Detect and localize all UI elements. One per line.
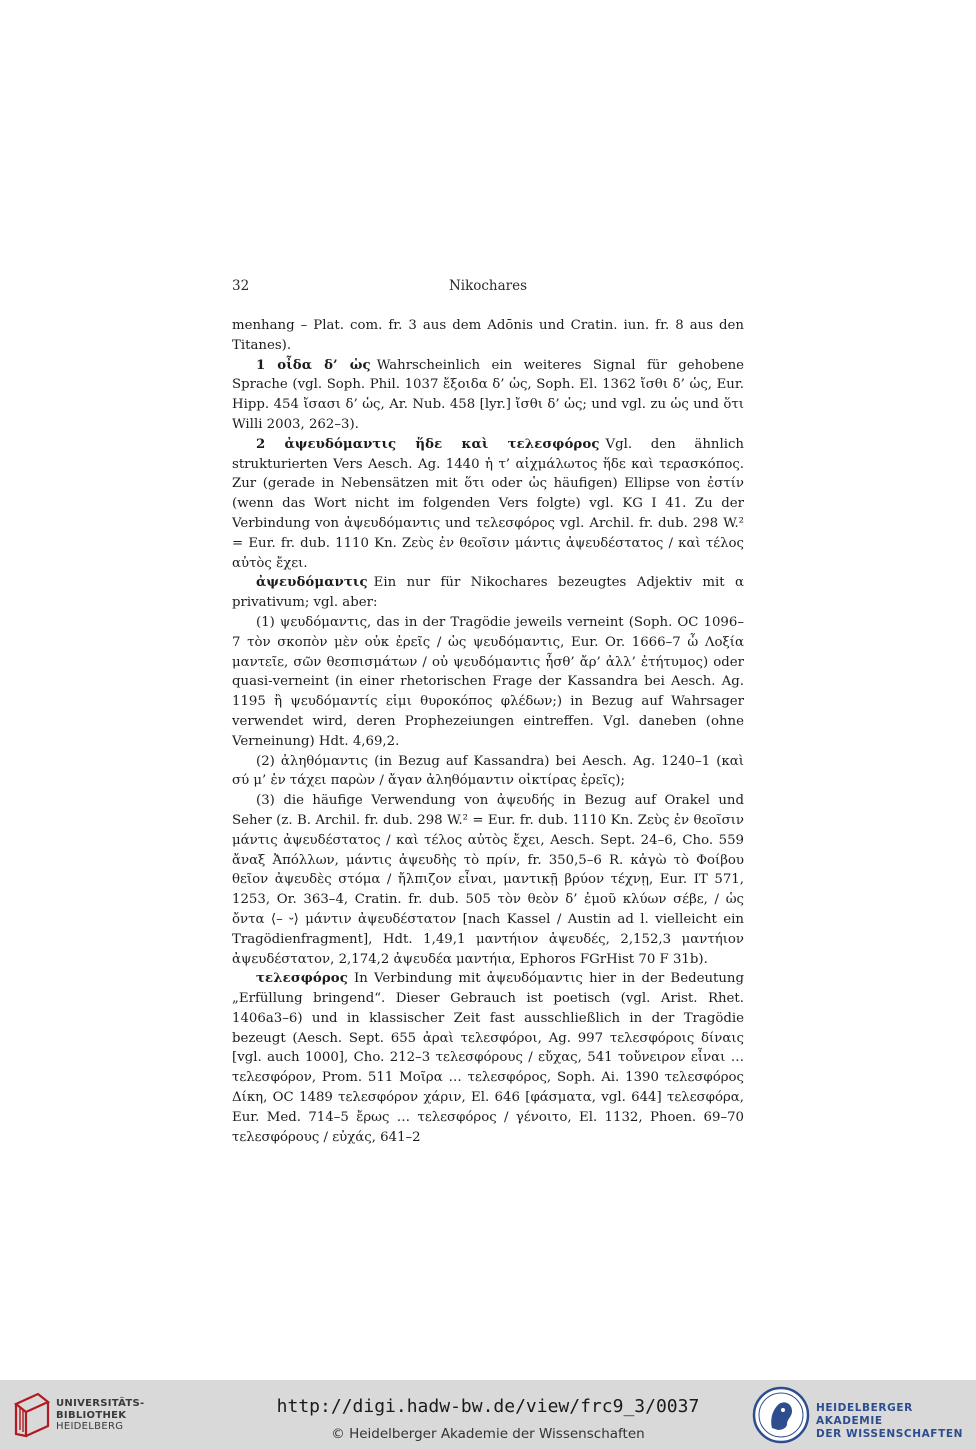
copyright-notice: © Heidelberger Akademie der Wissenschaften: [331, 1426, 645, 1442]
page-number: 32: [232, 278, 250, 294]
lemma-paragraph-3: [232, 573, 744, 613]
lemma-telesphoros: τελεσφόρος: [256, 971, 348, 987]
lemma-paragraph-1: [232, 356, 744, 435]
library-logo-text: UNIVERSITÄTS- BIBLIOTHEK HEIDELBERG: [56, 1398, 145, 1432]
lemma-verse-2: 2 ἀψευδόμαντις ἥδε καὶ τελεσφόρος: [256, 436, 600, 452]
page-header: [232, 278, 744, 298]
lemma-apseudomantis: ἀψευδόμαντις: [256, 575, 368, 591]
academy-logo[interactable]: [752, 1386, 972, 1444]
paragraph-continuation: menhang – Plat. com. fr. 3 aus dem Adōnis und Cratin. iun. fr. 8 aus den Titanes).: [232, 318, 744, 353]
lemma-text: Ein nur für Nikochares bezeugtes Adjektiv mit α privativum; vgl. aber:: [232, 575, 744, 611]
lemma-paragraph-2: [232, 435, 744, 574]
lemma-text: In Verbindung mit ἀψευδόμαντις hier in der Bedeutung „Erfüllung bringend“. Dieser Gebrauch ist poetisch (vgl. Arist. Rhet. 1406a3–6) und in klassischer Zeit fast ausschließlich in der Tragödie bezeugt (Aesch. Sept. 655 ἀραὶ τελεσφόροι, Ag. 997 τελεσφόροις δίναις [vgl. auch 1000], Cho. 212–3 τελεσφόρους / εὔχας, 541 τοὔνειρον εἶναι … τελεσφόρον, Prom. 511 Μοῖρα … τελεσφόρος, Soph. Ai. 1390 τελεσφόρος Δίκη, OC 1489 τελεσφόρον χάριν, El. 646 [φάσματα, vgl. 644] τελεσφόρα, Eur. Med. 714–5 ἔρως … τελεσφόρος / γένοιτο, El. 1132, Phoen. 69–70 τελεσφόρους / εὐχάς, 641–2: [232, 971, 744, 1145]
lemma-oida: 1 οἶδα δ’ ὡς: [256, 357, 371, 373]
lemma-text: Vgl. den ähnlich strukturierten Vers Aesch. Ag. 1440 ἡ τ’ αἰχμάλωτος ἥδε καὶ τερασκόπος. Zur (gerade in Nebensätzen mit ὅτι oder ὡς häufigen) Ellipse von ἐστίν (wenn das Wort nicht im folgenden Vers folgte) vgl. KG I 41. Zu der Verbindung von ἀψευδόμαντις und τελεσφόρος vgl. Archil. fr. dub. 298 W.² = Eur. fr. dub. 1110 Kn. Ζεὺς ἐν θεοῖσιν μάντις ἀψευδέστατος / καὶ τέλος αὐτὸς ἔχει.: [232, 436, 744, 571]
academy-logo-text: HEIDELBERGER AKADEMIE DER WISSENSCHAFTEN: [816, 1402, 964, 1440]
list-item-2: (2) ἀληθόμαντις (in Bezug auf Kassandra) bei Aesch. Ag. 1240–1 (καὶ σύ μ’ ἐν τάχει παρὼν / ἄγαν ἀληθόμαντιν οἰκτίρας ἐρεῖς);: [232, 753, 744, 789]
lemma-text: Wahrscheinlich ein weiteres Signal für gehobene Sprache (vgl. Soph. Phil. 1037 ἔξοιδα δ’ ὡς, Soph. El. 1362 ἴσθι δ’ ὡς, Eur. Hipp. 454 ἴσασι δ’ ὡς, Ar. Nub. 458 [lyr.] ἴσθι δ’ ὡς; und vgl. zu ὡς und ὅτι Willi 2003, 262–3).: [232, 357, 745, 432]
list-item-1: (1) ψευδόμαντις, das in der Tragödie jeweils verneint (Soph. OC 1096–7 τὸν σκοπὸν μὲν οὐκ ἐρεῖς / ὡς ψευδόμαντις, Eur. Or. 1666–7 ὦ Λοξία μαντεῖε, σῶν θεσπισμάτων / οὐ ψευδόμαντις ἦσθ’ ἄρ’ ἀλλ’ ἐτήτυμος) oder quasi-verneint (in einer rhetorischen Frage der Kassandra bei Aesch. Ag. 1195 ἢ ψευδόμαντίς εἰμι θυροκόπος φλέδων;) in Bezug auf Wahrsager verwendet wird, deren Prophezeiungen eintreffen. Vgl. daneben (ohne Verneinung) Hdt. 4,69,2.: [232, 614, 744, 749]
running-head: Nikochares: [448, 278, 528, 294]
permalink-url[interactable]: http://digi.hadw-bw.de/view/frc9_3/0037: [276, 1396, 700, 1417]
list-item-3: (3) die häufige Verwendung von ἀψευδής in Bezug auf Orakel und Seher (z. B. Archil. fr. dub. 298 W.² = Eur. fr. dub. 1110 Kn. Ζεὺς ἐν θεοῖσιν μάντις ἀψευδέστατος / καὶ τέλος αὐτὸς ἔχει, Aesch. Sept. 24–6, Cho. 559 ἄναξ Ἀπόλλων, μάντις ἀψευδὴς τὸ πρίν, fr. 350,5–6 R. κἀγὼ τὸ Φοίβου θεῖον ἀψευδὲς στόμα / ἤλπιζον εἶναι, μαντικῇ βρύον τέχνῃ, Eur. IT 571, 1253, Or. 363–4, Cratin. fr. dub. 505 τὸν θεὸν δ’ ἐμοῦ κλύων σέβε, / ὡς ὄντα ⟨– ⏑⟩ μάντιν ἀψευδέστατον [nach Kassel / Austin ad l. vielleicht ein Tragödienfragment], Hdt. 1,49,1 μαντήιον ἀψευδές, 2,152,3 μαντήιον ἀψευδέστατον, 2,174,2 ἀψευδέα μαντήια, Ephoros FGrHist 70 F 31b).: [232, 793, 744, 967]
lemma-paragraph-4: [232, 969, 744, 1147]
viewer-footer: [0, 1380, 976, 1450]
commentary-text: [232, 316, 744, 1147]
academy-seal-icon: [752, 1386, 810, 1444]
